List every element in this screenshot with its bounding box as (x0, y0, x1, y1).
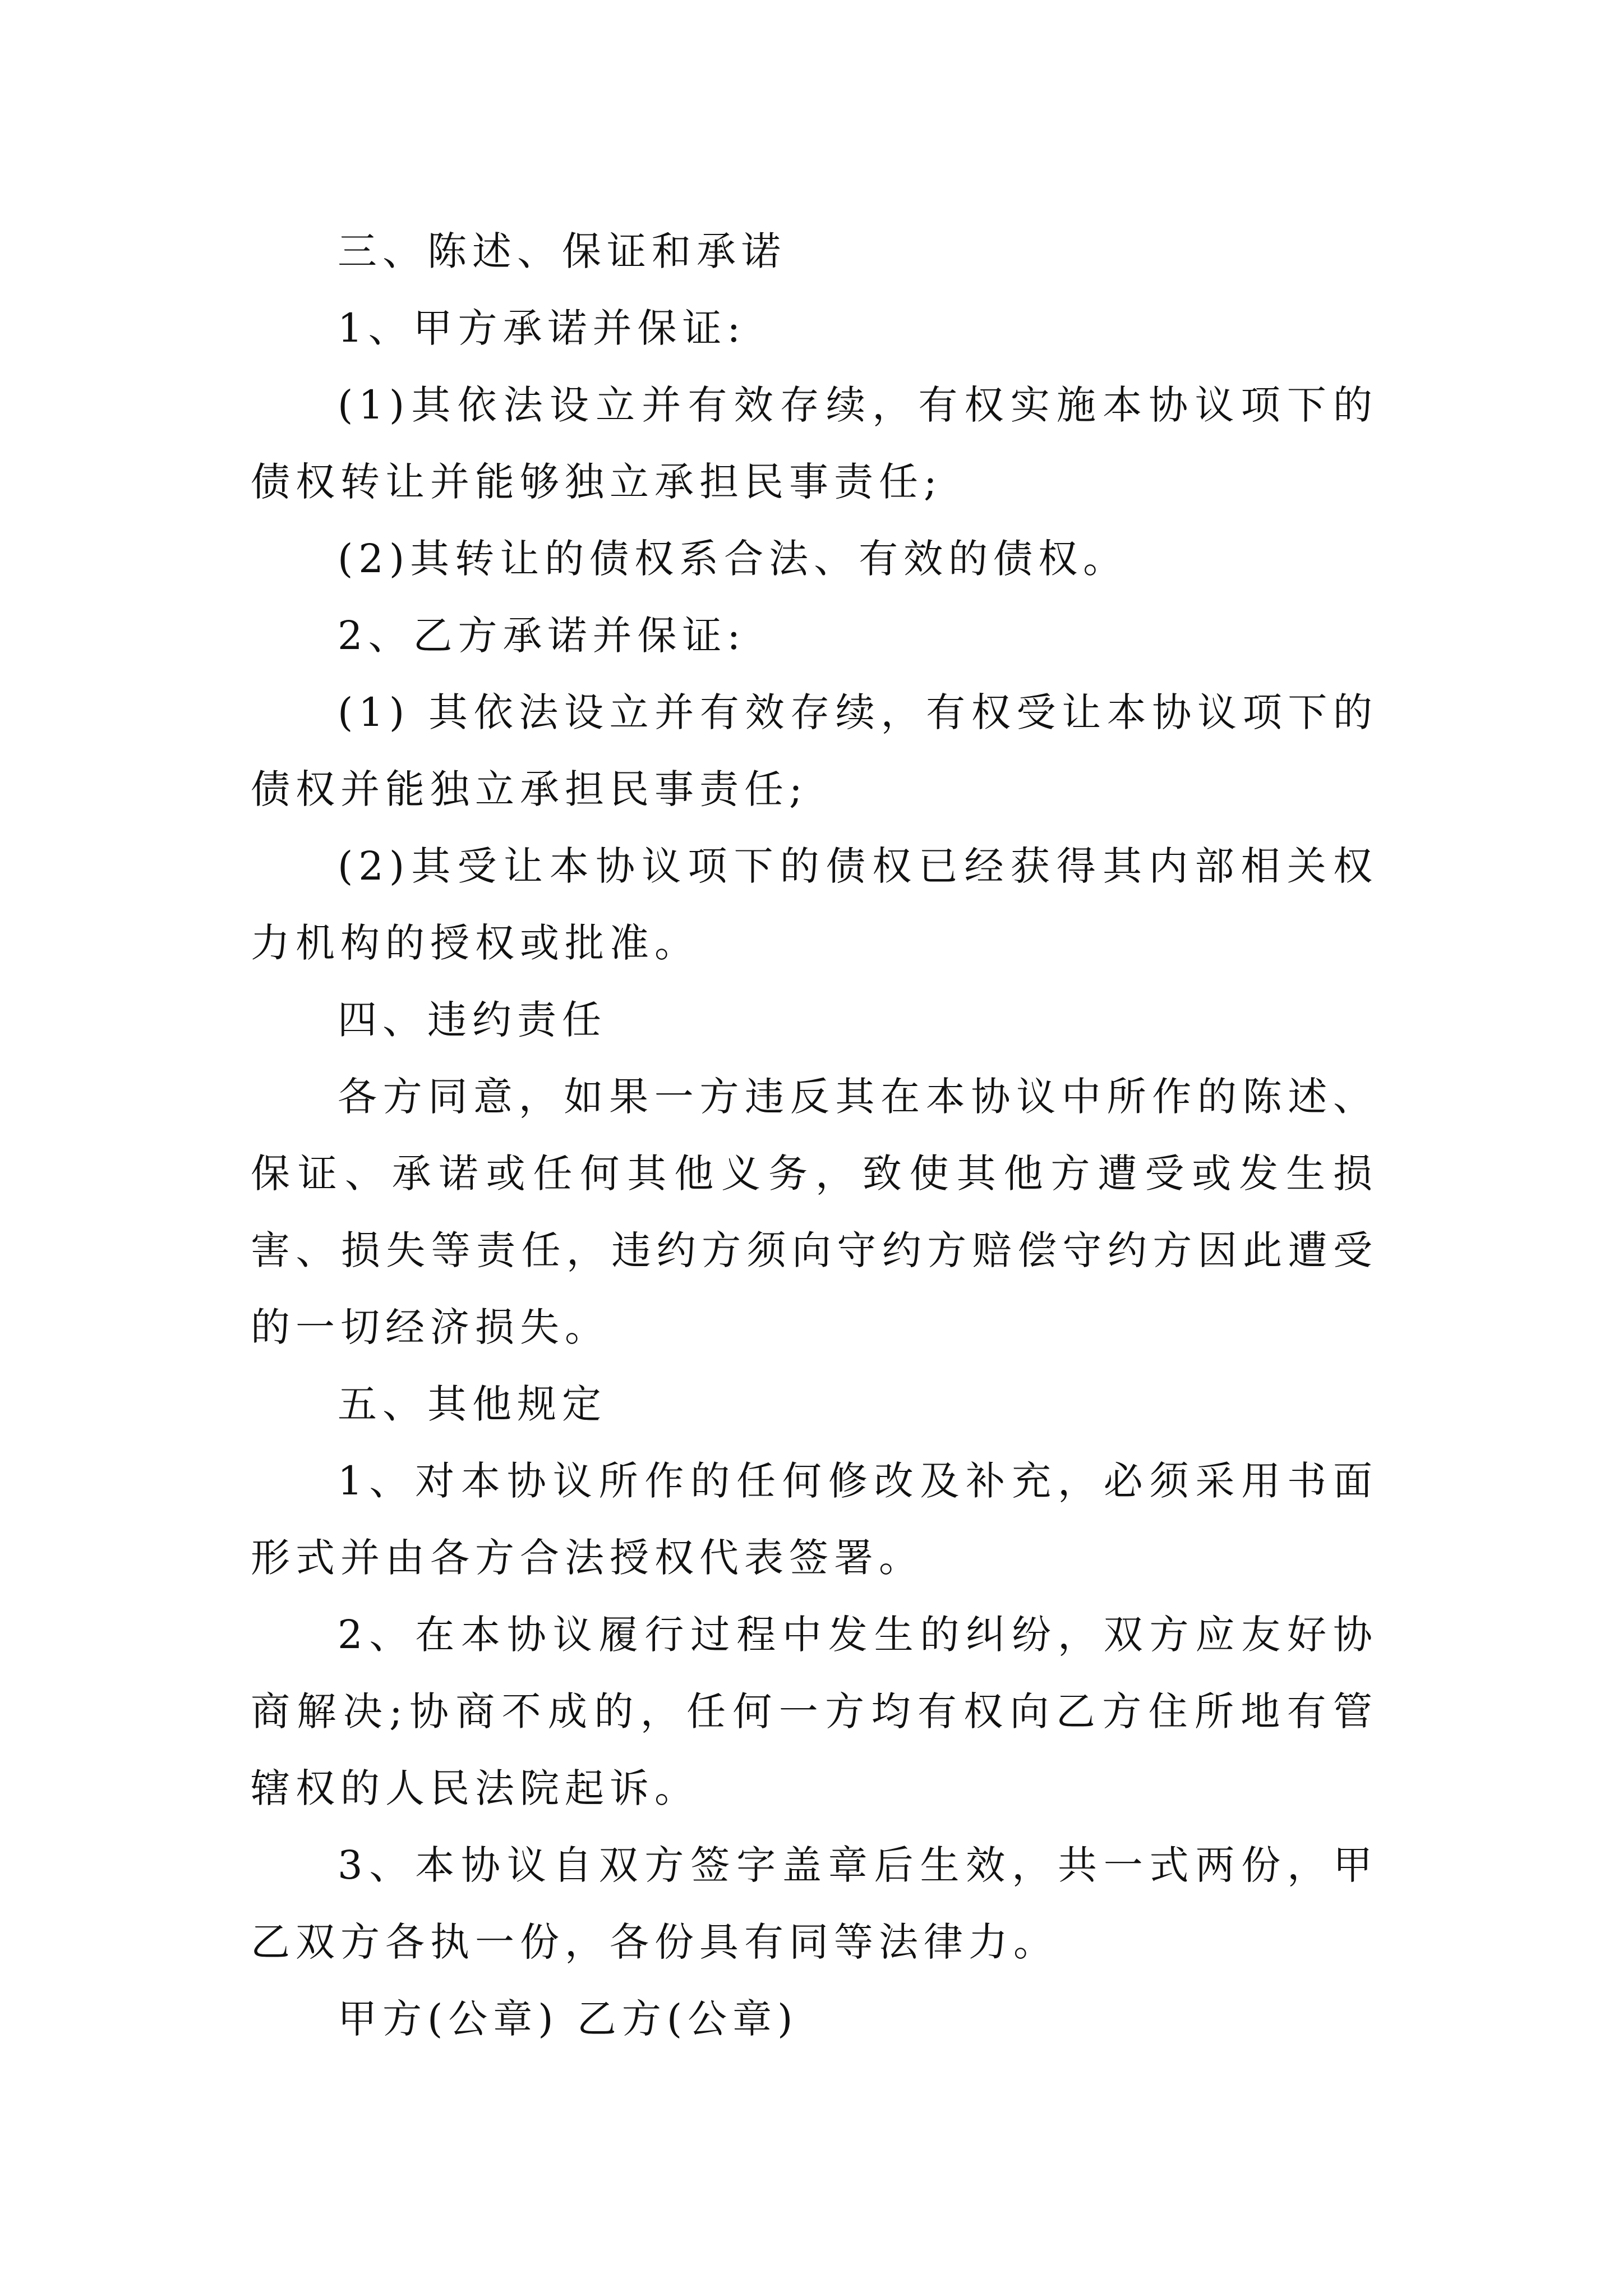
clause-other-2: 2、在本协议履行过程中发生的纠纷，双方应友好协商解决;协商不成的，任何一方均有权向乙方住所地有管辖权的人民法院起诉。 (251, 1612, 1378, 1811)
section-heading-other: 五、其他规定 (338, 1381, 607, 1427)
clause-other-1: 1、对本协议所作的任何修改及补充，必须采用书面形式并由各方合法授权代表签署。 (251, 1458, 1378, 1581)
section-heading-breach: 四、违约责任 (338, 997, 607, 1043)
section-heading-representations: 三、陈述、保证和承诺 (338, 228, 786, 274)
clause-party-b-commitment: 2、乙方承诺并保证: (338, 613, 746, 659)
clause-party-a-item-2: (2)其转让的债权系合法、有效的债权。 (338, 536, 1128, 582)
signature-line: 甲方(公章) 乙方(公章) (338, 1996, 799, 2042)
clause-other-3: 3、本协议自双方签字盖章后生效，共一式两份，甲乙双方各执一份，各份具有同等法律力。 (251, 1842, 1378, 1965)
clause-breach-liability: 各方同意，如果一方违反其在本协议中所作的陈述、保证、承诺或任何其他义务，致使其他方遭受或发生损害、损失等责任，违约方须向守约方赔偿守约方因此遭受的一切经济损失。 (251, 1074, 1378, 1350)
clause-party-a-item-1: (1)其依法设立并有效存续，有权实施本协议项下的债权转让并能够独立承担民事责任; (251, 382, 1378, 505)
clause-party-b-item-1: (1) 其依法设立并有效存续，有权受让本协议项下的债权并能独立承担民事责任; (251, 689, 1378, 812)
clause-party-b-item-2: (2)其受让本协议项下的债权已经获得其内部相关权力机构的授权或批准。 (251, 843, 1378, 966)
clause-party-a-commitment: 1、甲方承诺并保证: (338, 305, 746, 351)
document-body (251, 213, 1378, 2058)
